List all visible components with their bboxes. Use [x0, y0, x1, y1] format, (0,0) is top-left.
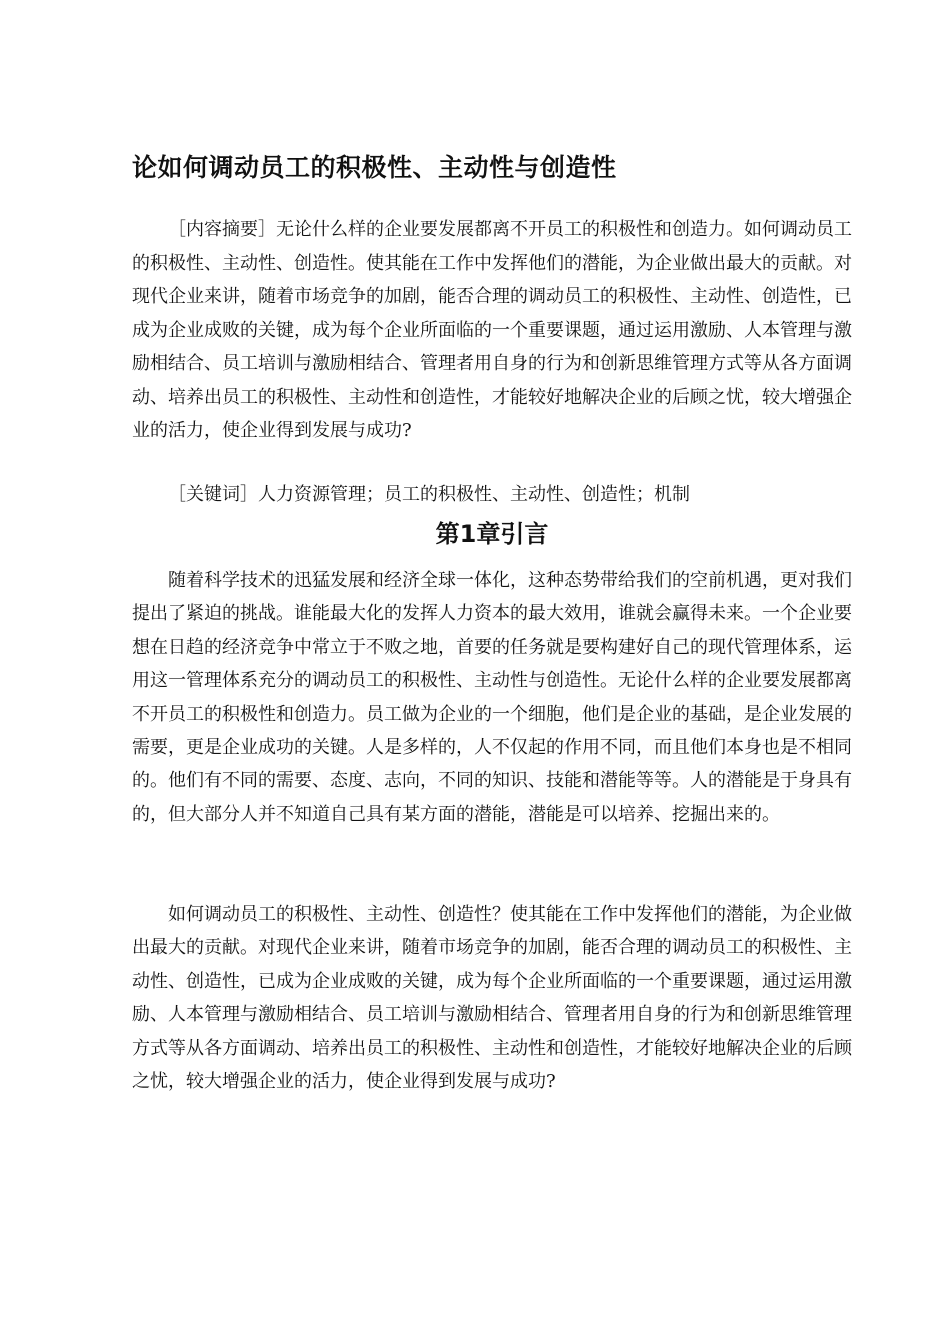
body-paragraph-2: 如何调动员工的积极性、主动性、创造性？使其能在工作中发挥他们的潜能，为企业做出最大的贡献。对现代企业来讲，随着市场竞争的加剧，能否合理的调动员工的积极性、主动性、创造性，已成为企业成败的关键，成为每个企业所面临的一个重要课题，通过运用激励、人本管理与激励相结合、员工培训与激励相结合、管理者用自身的行为和创新思维管理方式等从各方面调动、培养出员工的积极性、主动性和创造性，才能较好地解决企业的后顾之忧，较大增强企业的活力，使企业得到发展与成功?: [132, 904, 852, 1093]
keywords-line: ［关键词］人力资源管理；员工的积极性、主动性、创造性；机制: [168, 484, 690, 505]
document-title: 论如何调动员工的积极性、主动性与创造性: [132, 153, 617, 182]
body-paragraph-1: 随着科学技术的迅猛发展和经济全球一体化，这种态势带给我们的空前机遇，更对我们提出了紧迫的挑战。谁能最大化的发挥人力资本的最大效用，谁就会赢得未来。一个企业要想在日趋的经济竞争中常立于不败之地，首要的任务就是要构建好自己的现代管理体系，运用这一管理体系充分的调动员工的积极性、主动性与创造性。无论什么样的企业要发展都离不开员工的积极性和创造力。员工做为企业的一个细胞，他们是企业的基础，是企业发展的需要，更是企业成功的关键。人是多样的，人不仅起的作用不同，而且他们本身也是不相同的。他们有不同的需要、态度、志向，不同的知识、技能和潜能等等。人的潜能是于身具有的，但大部分人并不知道自己具有某方面的潜能，潜能是可以培养、挖掘出来的。: [132, 570, 852, 825]
abstract-paragraph: ［内容摘要］无论什么样的企业要发展都离不开员工的积极性和创造力。如何调动员工的积极性、主动性、创造性。使其能在工作中发挥他们的潜能，为企业做出最大的贡献。对现代企业来讲，随着市场竞争的加剧，能否合理的调动员工的积极性、主动性、创造性，已成为企业成败的关键，成为每个企业所面临的一个重要课题，通过运用激励、人本管理与激励相结合、员工培训与激励相结合、管理者用自身的行为和创新思维管理方式等从各方面调动、培养出员工的积极性、主动性和创造性，才能较好地解决企业的后顾之忧，较大增强企业的活力，使企业得到发展与成功?: [132, 219, 852, 441]
chapter-title: 第1章引言: [435, 520, 549, 548]
